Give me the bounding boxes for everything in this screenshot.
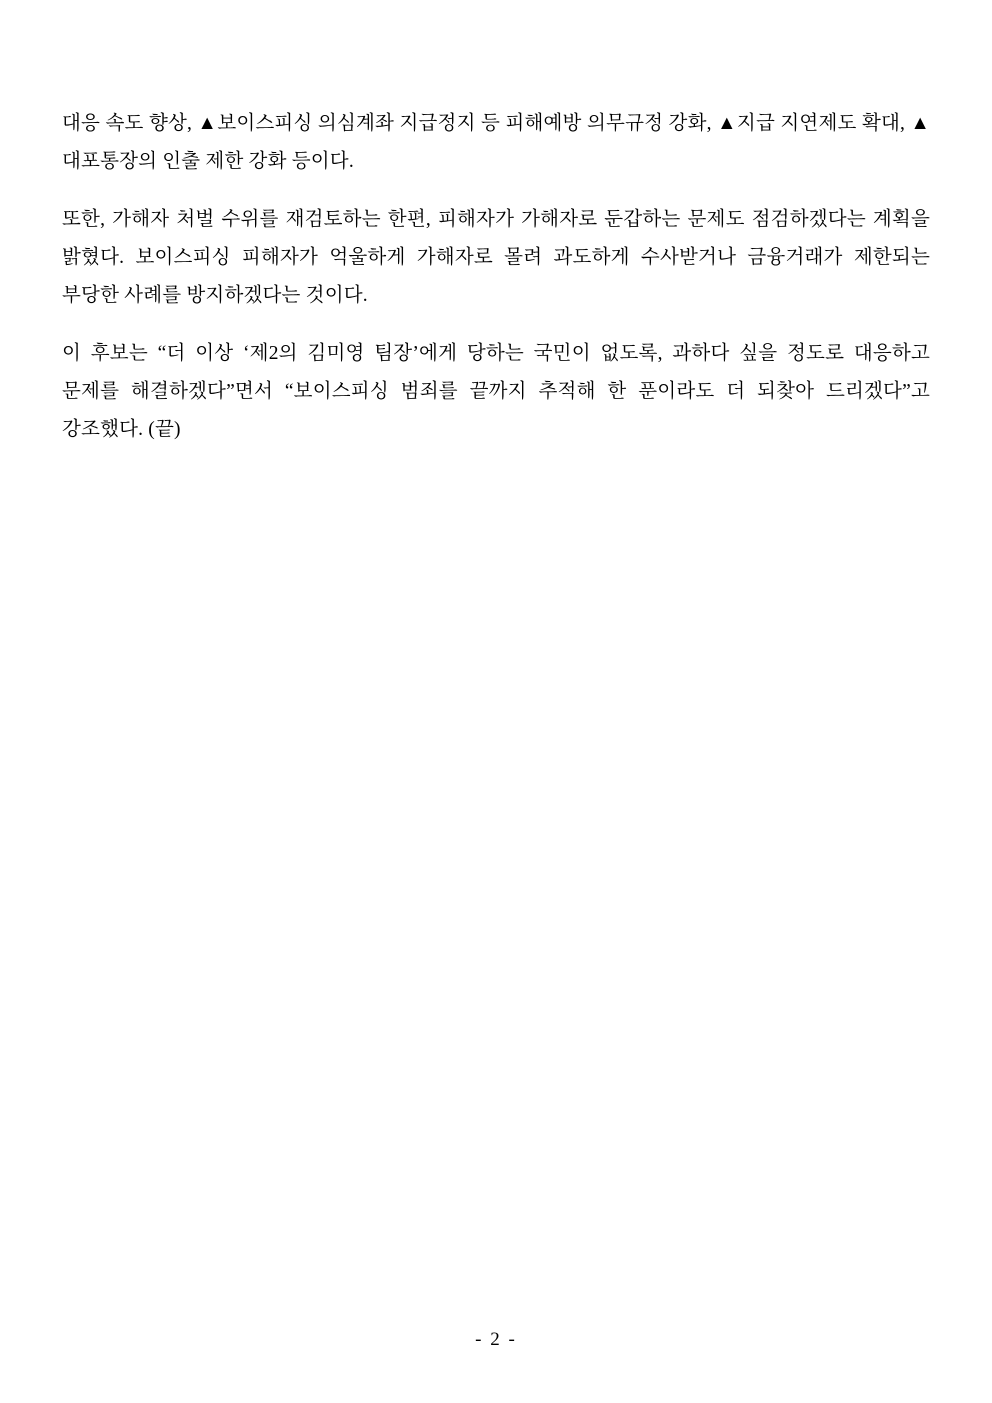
paragraph: 또한, 가해자 처벌 수위를 재검토하는 한편, 피해자가 가해자로 둔갑하는 문제도 점검하겠다는 계획을 밝혔다. 보이스피싱 피해자가 억울하게 가해자로 몰려 과도하게 수사받거나 금융거래가 제한되는 부당한 사례를 방지하겠다는 것이다. [62,209,930,306]
paragraph: 이 후보는 “더 이상 ‘제2의 김미영 팀장’에게 당하는 국민이 없도록, 과하다 싶을 정도로 대응하고 문제를 해결하겠다”면서 “보이스피싱 범죄를 끝까지 추적해 한 푼이라도 더 되찾아 드리겠다”고 강조했다. (끝) [62,343,930,440]
paragraph: 대응 속도 향상, ▲보이스피싱 의심계좌 지급정지 등 피해예방 의무규정 강화, ▲지급 지연제도 확대, ▲대포통장의 인출 제한 강화 등이다. [62,113,930,172]
page-number: - 2 - [475,1329,517,1350]
document-body [62,105,930,449]
